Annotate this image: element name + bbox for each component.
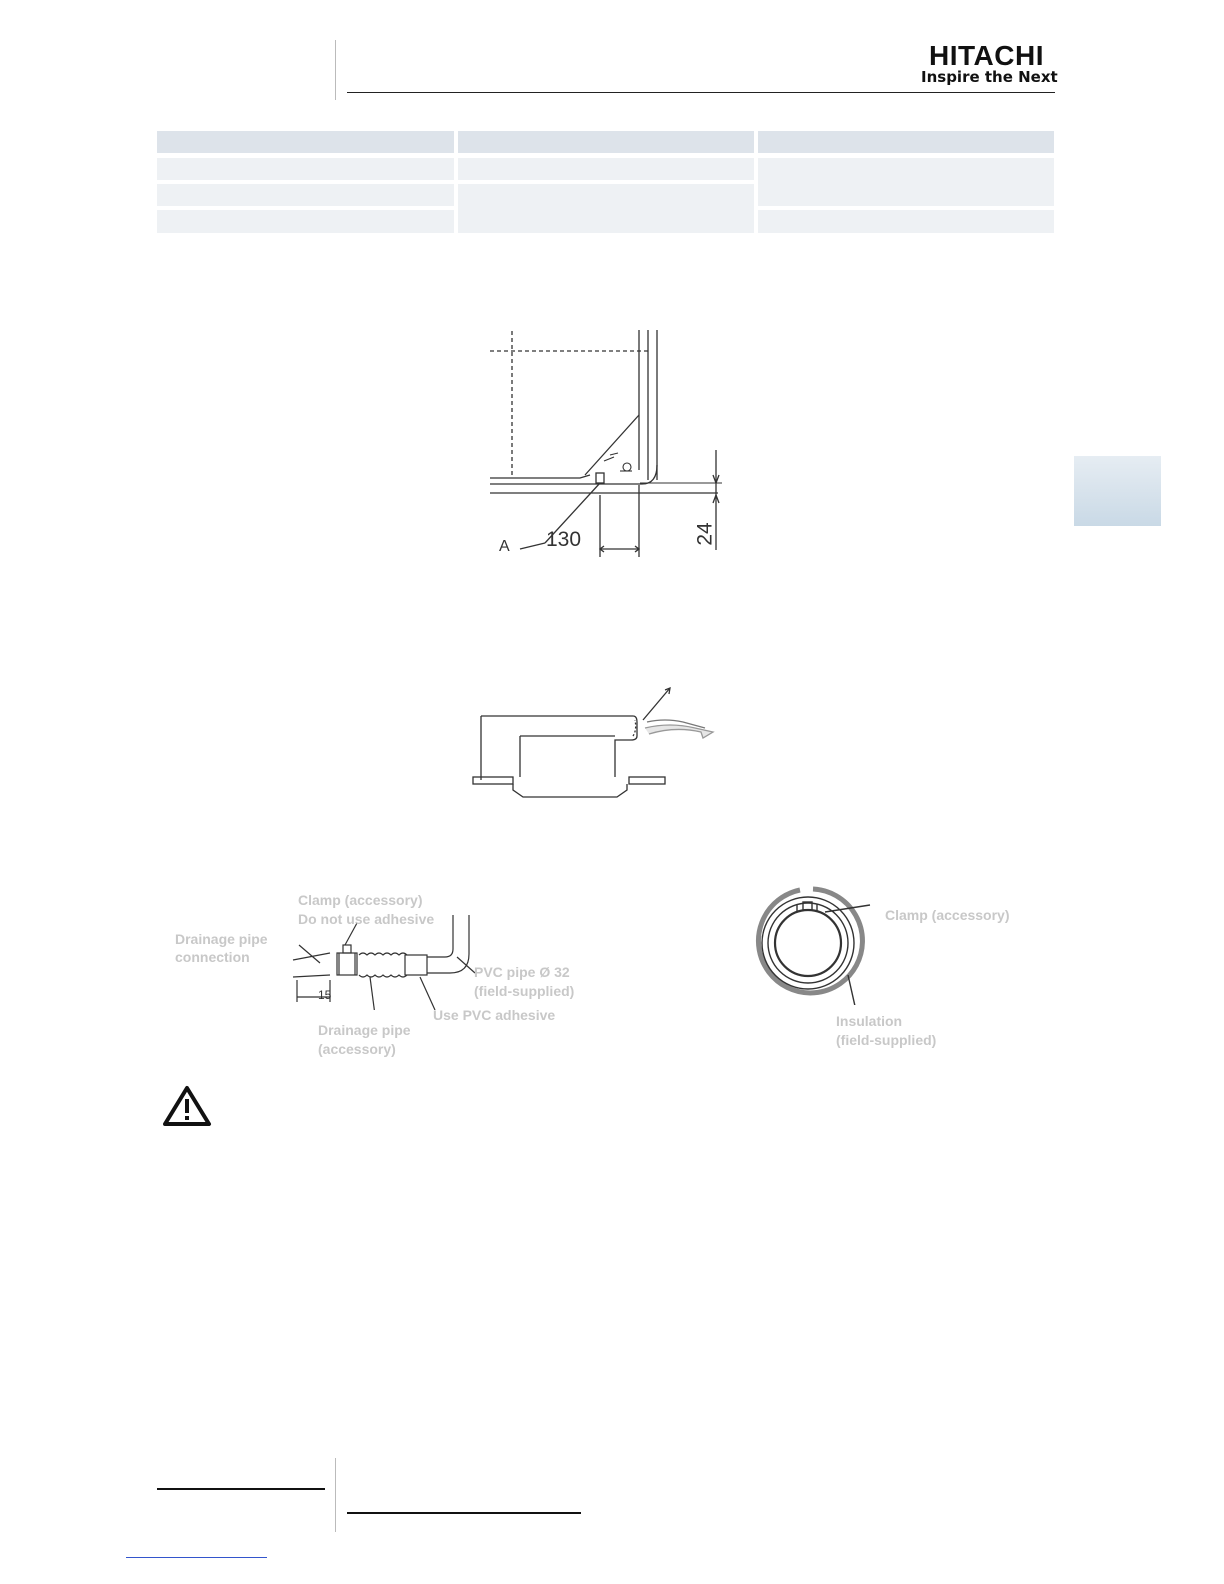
label-drainage-connection: Drainage pipe (175, 931, 268, 947)
table-cell (458, 158, 754, 180)
label-clamp-accessory: Clamp (accessory) (298, 892, 423, 908)
drain-port (596, 473, 604, 483)
label-pvc-pipe: PVC pipe Ø 32 (474, 964, 570, 980)
leader-drain-connection (299, 945, 320, 963)
dimension-15: 15 (318, 988, 332, 1002)
chapter-side-tab (1074, 456, 1161, 526)
table-cell (157, 210, 454, 233)
leader-drain-pipe (370, 977, 375, 1010)
clamp-body (337, 953, 357, 975)
right-bracket (629, 777, 665, 784)
figure-unit-side-view (465, 680, 755, 805)
footer-divider-vertical (335, 1458, 336, 1532)
brand-tagline: Inspire the Next (921, 68, 1058, 86)
label-pvc-pipe-field: (field-supplied) (474, 983, 575, 999)
label-drainage-pipe-accessory: (accessory) (318, 1041, 396, 1057)
leader-pvc (457, 957, 475, 973)
label-drainage-connection-2: connection (175, 949, 250, 965)
footer-rule-left (157, 1488, 325, 1490)
brand-logo: HITACHI (929, 40, 1044, 71)
unit-bottom-panel (513, 784, 627, 797)
clamp-screw (343, 945, 351, 953)
label-pvc-adhesive: Use PVC adhesive (433, 1007, 556, 1023)
label-no-adhesive: Do not use adhesive (298, 911, 435, 927)
header-rule (347, 92, 1055, 93)
table-header-cell (157, 131, 454, 153)
unit-outline-top (481, 716, 637, 777)
dimension-24: 24 (693, 522, 717, 546)
figure-insulation-section (745, 880, 875, 1005)
table-cell (458, 184, 754, 233)
unit-drain-stub-bottom (293, 975, 330, 977)
label-clamp-accessory-section: Clamp (accessory) (885, 907, 1010, 923)
label-a: A (499, 538, 510, 555)
pvc-socket (405, 955, 427, 975)
table-header-cell (758, 131, 1054, 153)
dimension-130: 130 (546, 528, 582, 551)
bottom-edge-top (490, 475, 590, 478)
label-drainage-pipe: Drainage pipe (318, 1022, 411, 1038)
table-cell (758, 210, 1054, 233)
leader-arrow-up (643, 688, 670, 720)
table-cell (157, 158, 454, 180)
table-cell (758, 158, 1054, 206)
bottom-edge-rounded (490, 465, 657, 484)
footer-link-underline[interactable] (126, 1557, 267, 1558)
warning-icon (162, 1085, 212, 1127)
leader-insulation (848, 975, 857, 1005)
table-header-cell (458, 131, 754, 153)
table-cell (157, 184, 454, 206)
header-divider-vertical (335, 40, 336, 100)
pipe-wall (775, 910, 841, 976)
clamp-ring-inner (768, 903, 848, 983)
footer-rule-right (347, 1512, 581, 1514)
corrugated-drain-hose (359, 953, 407, 977)
spec-table (157, 131, 1054, 233)
label-insulation: Insulation (836, 1013, 903, 1029)
label-insulation-field: (field-supplied) (836, 1032, 937, 1048)
left-bracket (473, 777, 513, 784)
